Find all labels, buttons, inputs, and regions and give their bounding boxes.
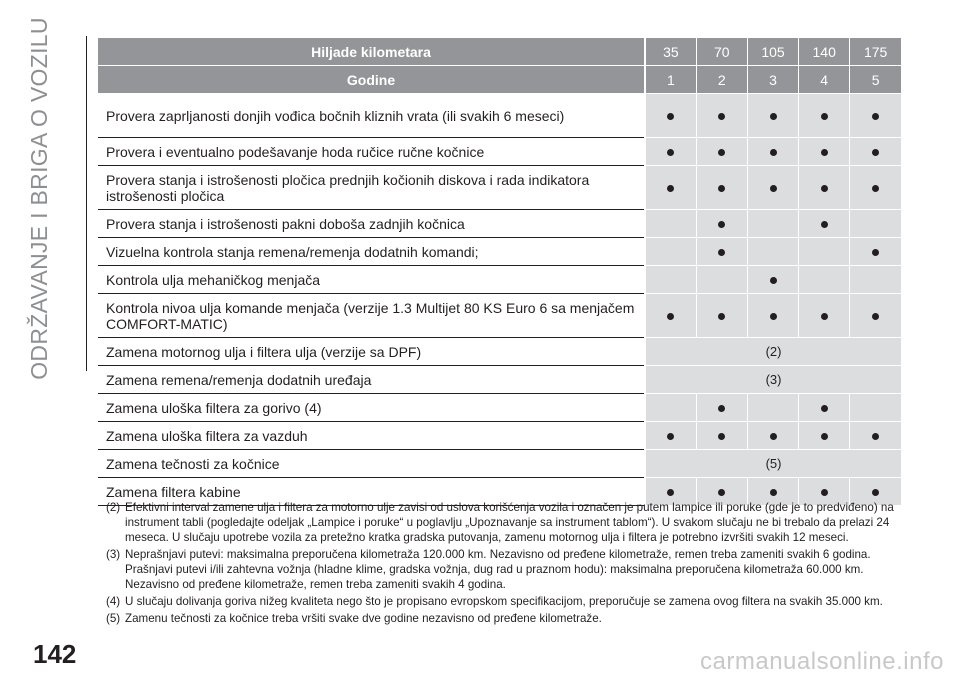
scheduled-dot-icon xyxy=(718,185,725,192)
scheduled-dot-icon xyxy=(718,113,725,120)
scheduled-dot-icon xyxy=(872,113,879,120)
interval-cell xyxy=(696,166,747,210)
table-row xyxy=(98,266,901,294)
header-km-value: 70 xyxy=(696,38,747,66)
header-year-value: 3 xyxy=(747,66,798,94)
interval-cell xyxy=(747,294,798,338)
scheduled-dot-icon xyxy=(667,113,674,120)
scheduled-dot-icon xyxy=(770,277,777,284)
interval-cell xyxy=(747,138,798,166)
maintenance-schedule-table xyxy=(98,38,901,506)
scheduled-dot-icon xyxy=(718,149,725,156)
scheduled-dot-icon xyxy=(872,149,879,156)
header-row-years xyxy=(98,66,901,94)
table-row xyxy=(98,210,901,238)
interval-cell xyxy=(799,266,850,294)
row-description: Zamena uloška filtera za gorivo (4) xyxy=(98,394,645,422)
interval-cell xyxy=(747,238,798,266)
page-number: 142 xyxy=(33,639,77,669)
header-km-value: 35 xyxy=(645,38,696,66)
header-km-value: 140 xyxy=(799,38,850,66)
row-description: Zamena uloška filtera za vazduh xyxy=(98,422,645,450)
interval-cell xyxy=(850,238,901,266)
interval-cell xyxy=(850,138,901,166)
footnotes xyxy=(106,500,910,628)
scheduled-dot-icon xyxy=(821,149,828,156)
scheduled-dot-icon xyxy=(718,433,725,440)
scheduled-dot-icon xyxy=(821,489,828,496)
scheduled-dot-icon xyxy=(667,149,674,156)
row-description: Provera i eventualno podešavanje hoda ručice ručne kočnice xyxy=(98,138,645,166)
scheduled-dot-icon xyxy=(872,489,879,496)
scheduled-dot-icon xyxy=(667,489,674,496)
footnote-number: (2) xyxy=(106,501,121,514)
scheduled-dot-icon xyxy=(770,433,777,440)
table-row xyxy=(98,294,901,338)
watermark: carmanualsonline.info xyxy=(700,648,944,675)
interval-cell xyxy=(645,422,696,450)
table-row xyxy=(98,238,901,266)
section-title-vertical xyxy=(4,16,74,380)
interval-cell xyxy=(850,94,901,138)
interval-cell xyxy=(747,394,798,422)
table-row xyxy=(98,338,901,366)
row-description: Zamena filtera kabine xyxy=(98,478,645,506)
row-description: Zamena tečnosti za kočnice xyxy=(98,450,645,478)
scheduled-dot-icon xyxy=(718,221,725,228)
row-description: Provera stanja i istrošenosti pakni doboša zadnjih kočnica xyxy=(98,210,645,238)
interval-cell xyxy=(850,422,901,450)
scheduled-dot-icon xyxy=(770,185,777,192)
interval-cell xyxy=(696,422,747,450)
scheduled-dot-icon xyxy=(770,489,777,496)
scheduled-dot-icon xyxy=(872,249,879,256)
scheduled-dot-icon xyxy=(821,433,828,440)
interval-cell xyxy=(696,238,747,266)
header-year-value: 4 xyxy=(799,66,850,94)
interval-cell xyxy=(696,94,747,138)
footnote-text: U slučaju dolivanja goriva nižeg kvaliteta nego što je propisano evropskom specifikacijom, preporučuje se zamena ovog filtera na svakih 35.000 km. xyxy=(125,595,883,608)
interval-cell xyxy=(747,94,798,138)
interval-cell xyxy=(799,94,850,138)
footnote xyxy=(106,611,910,626)
interval-cell xyxy=(696,266,747,294)
interval-cell xyxy=(645,294,696,338)
scheduled-dot-icon xyxy=(821,185,828,192)
interval-cell xyxy=(747,210,798,238)
footnote-number: (5) xyxy=(106,612,121,625)
interval-cell xyxy=(696,210,747,238)
scheduled-dot-icon xyxy=(667,313,674,320)
header-row-kilometers xyxy=(98,38,901,66)
scheduled-dot-icon xyxy=(770,313,777,320)
interval-cell xyxy=(799,166,850,210)
interval-cell xyxy=(799,422,850,450)
interval-cell xyxy=(799,210,850,238)
row-description: Kontrola ulja mehaničkog menjača xyxy=(98,266,645,294)
scheduled-dot-icon xyxy=(872,185,879,192)
interval-cell xyxy=(645,394,696,422)
interval-cell xyxy=(747,266,798,294)
scheduled-dot-icon xyxy=(718,249,725,256)
header-year-value: 1 xyxy=(645,66,696,94)
interval-cell xyxy=(645,138,696,166)
interval-cell xyxy=(696,138,747,166)
interval-cell xyxy=(645,166,696,210)
row-description: Kontrola nivoa ulja komande menjača (verzije 1.3 Multijet 80 KS Euro 6 sa menjačem COMFORT-MATIC) xyxy=(98,294,645,338)
interval-cell xyxy=(799,238,850,266)
interval-note-ref: (3) xyxy=(645,366,901,394)
interval-cell xyxy=(850,294,901,338)
interval-cell xyxy=(747,166,798,210)
table-row xyxy=(98,366,901,394)
interval-cell xyxy=(645,210,696,238)
footnote xyxy=(106,547,910,592)
interval-note-ref: (5) xyxy=(645,450,901,478)
interval-cell xyxy=(645,266,696,294)
footnote-text: Zamenu tečnosti za kočnice treba vršiti svake dve godine nezavisno od pređene kilometraže. xyxy=(125,612,602,625)
footnote-number: (3) xyxy=(106,548,121,561)
scheduled-dot-icon xyxy=(718,405,725,412)
table-row xyxy=(98,138,901,166)
scheduled-dot-icon xyxy=(770,149,777,156)
section-title-text: ODRŽAVANJE I BRIGA O VOZILU xyxy=(25,16,52,380)
table-row xyxy=(98,166,901,210)
scheduled-dot-icon xyxy=(872,433,879,440)
section-divider xyxy=(86,36,87,371)
interval-cell xyxy=(850,394,901,422)
interval-cell xyxy=(645,238,696,266)
header-km-value: 105 xyxy=(747,38,798,66)
interval-cell xyxy=(696,394,747,422)
footnote-text: Neprašnjavi putevi: maksimalna preporučena kilometraža 120.000 km. Nezavisno od pređene kilometraže, remen treba zameniti svakih 6 godina. Prašnjavi putevi i/ili zahtevna vožnja (hladne klime, gradska vožnja, dug rad u praznom hodu): maksimalna preporučena kilometraža 60.000 km. Nezavisno od pređene kilometraže, remen treba zameniti svakih 4 godina. xyxy=(125,548,871,591)
table-row xyxy=(98,450,901,478)
footnote xyxy=(106,594,910,609)
table-row xyxy=(98,394,901,422)
footnote xyxy=(106,500,910,545)
scheduled-dot-icon xyxy=(770,113,777,120)
header-year-value: 2 xyxy=(696,66,747,94)
interval-note-ref: (2) xyxy=(645,338,901,366)
row-description: Provera zaprljanosti donjih vođica bočnih kliznih vrata (ili svakih 6 meseci) xyxy=(98,94,645,138)
scheduled-dot-icon xyxy=(821,405,828,412)
interval-cell xyxy=(645,94,696,138)
header-year-value: 5 xyxy=(850,66,901,94)
interval-cell xyxy=(850,166,901,210)
row-description: Zamena motornog ulja i filtera ulja (verzije sa DPF) xyxy=(98,338,645,366)
table-row xyxy=(98,94,901,138)
scheduled-dot-icon xyxy=(667,433,674,440)
scheduled-dot-icon xyxy=(821,113,828,120)
scheduled-dot-icon xyxy=(821,313,828,320)
header-km-value: 175 xyxy=(850,38,901,66)
interval-cell xyxy=(850,266,901,294)
interval-cell xyxy=(799,394,850,422)
row-description: Vizuelna kontrola stanja remena/remenja dodatnih komandi; xyxy=(98,238,645,266)
scheduled-dot-icon xyxy=(718,313,725,320)
scheduled-dot-icon xyxy=(667,185,674,192)
table-row xyxy=(98,422,901,450)
interval-cell xyxy=(850,210,901,238)
row-description: Provera stanja i istrošenosti pločica prednjih kočionih diskova i rada indikatora istrošenosti pločica xyxy=(98,166,645,210)
footnote-number: (4) xyxy=(106,595,121,608)
interval-cell xyxy=(799,294,850,338)
header-years-label: Godine xyxy=(98,66,645,94)
interval-cell xyxy=(696,294,747,338)
interval-cell xyxy=(799,138,850,166)
scheduled-dot-icon xyxy=(821,221,828,228)
interval-cell xyxy=(747,422,798,450)
footnote-text: Efektivni interval zamene ulja i filtera za motorno ulje zavisi od uslova korišćenja vozila i označen je putem lampice ili poruke (gde je to predviđeno) na instrument tabli (pogledajte odeljak „Lampice i poruke“ u poglavlju „Upoznavanje sa instrument tablom“). U svakom slučaju ne bi trebalo da prelazi 24 meseca. U slučaju upotrebe vozila za pretežno kratka gradska putovanja, zamenu motornog ulja i filtera je potrebno izvršiti svakih 12 meseci. xyxy=(125,501,894,544)
header-km-label: Hiljade kilometara xyxy=(98,38,645,66)
scheduled-dot-icon xyxy=(718,489,725,496)
row-description: Zamena remena/remenja dodatnih uređaja xyxy=(98,366,645,394)
scheduled-dot-icon xyxy=(872,313,879,320)
